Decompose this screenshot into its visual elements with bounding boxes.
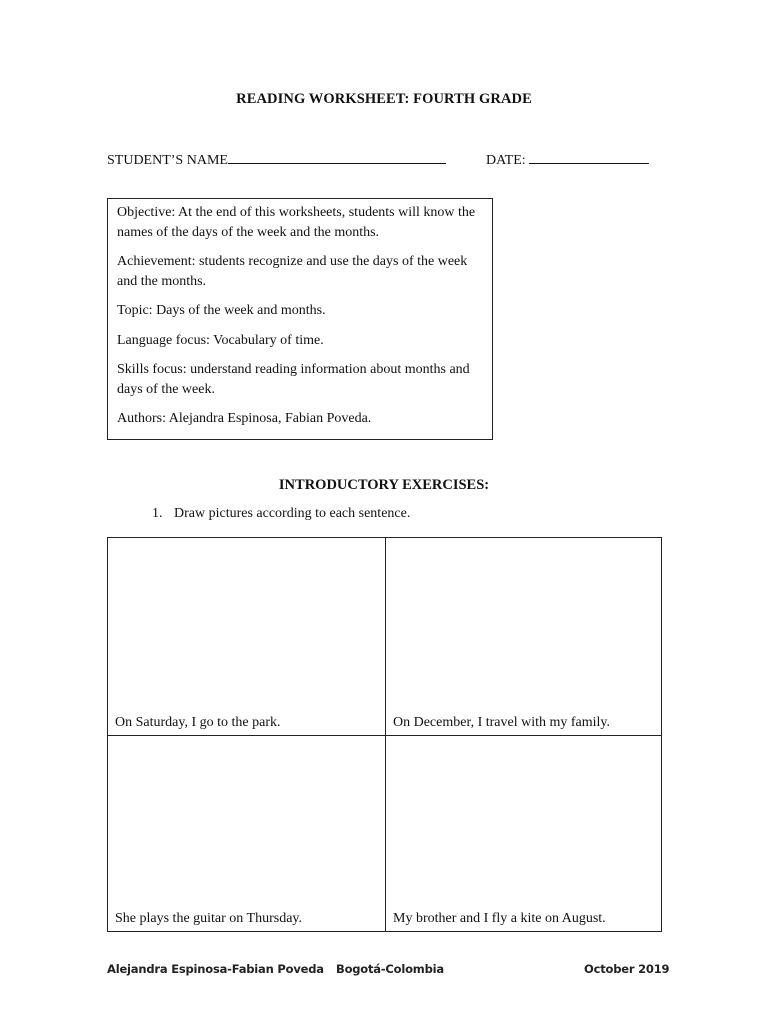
introductory-exercises-heading: INTRODUCTORY EXERCISES: xyxy=(278,477,490,493)
footer-date: October 2019 xyxy=(584,962,670,976)
instruction-number: 1. xyxy=(152,506,163,521)
drawing-caption: My brother and I fly a kite on August. xyxy=(393,911,606,926)
objectives-box xyxy=(107,198,493,440)
student-name-row xyxy=(107,150,446,169)
authors-text: Authors: Alejandra Espinosa, Fabian Poveda. xyxy=(117,411,372,426)
skills-focus-text: Skills focus: understand reading information about months and days of the week. xyxy=(117,362,470,397)
drawing-grid xyxy=(107,537,662,932)
drawing-cell[interactable] xyxy=(385,735,662,931)
student-name-blank[interactable] xyxy=(228,150,446,164)
instruction-text: Draw pictures according to each sentence. xyxy=(174,506,411,521)
topic-text: Topic: Days of the week and months. xyxy=(117,303,326,318)
footer-location: Bogotá-Colombia xyxy=(336,962,444,976)
drawing-cell[interactable] xyxy=(108,538,385,735)
objective-text: Objective: At the end of this worksheets, students will know the names of the days of the week and the months. xyxy=(117,205,476,240)
student-name-label: STUDENT’S NAME xyxy=(107,153,228,168)
date-blank[interactable] xyxy=(529,150,649,164)
drawing-caption: She plays the guitar on Thursday. xyxy=(115,911,303,926)
date-row xyxy=(486,150,649,169)
achievement-text: Achievement: students recognize and use the days of the week and the months. xyxy=(117,254,468,289)
language-focus-text: Language focus: Vocabulary of time. xyxy=(117,332,324,348)
drawing-cell[interactable] xyxy=(108,735,385,931)
drawing-caption: On December, I travel with my family. xyxy=(393,715,611,730)
worksheet-title: READING WORKSHEET: FOURTH GRADE xyxy=(236,91,532,107)
drawing-cell[interactable] xyxy=(385,538,662,735)
drawing-caption: On Saturday, I go to the park. xyxy=(115,715,281,730)
date-label: DATE: xyxy=(486,153,526,168)
footer-authors: Alejandra Espinosa-Fabian Poveda xyxy=(107,962,324,976)
exercise-instruction xyxy=(152,506,410,522)
